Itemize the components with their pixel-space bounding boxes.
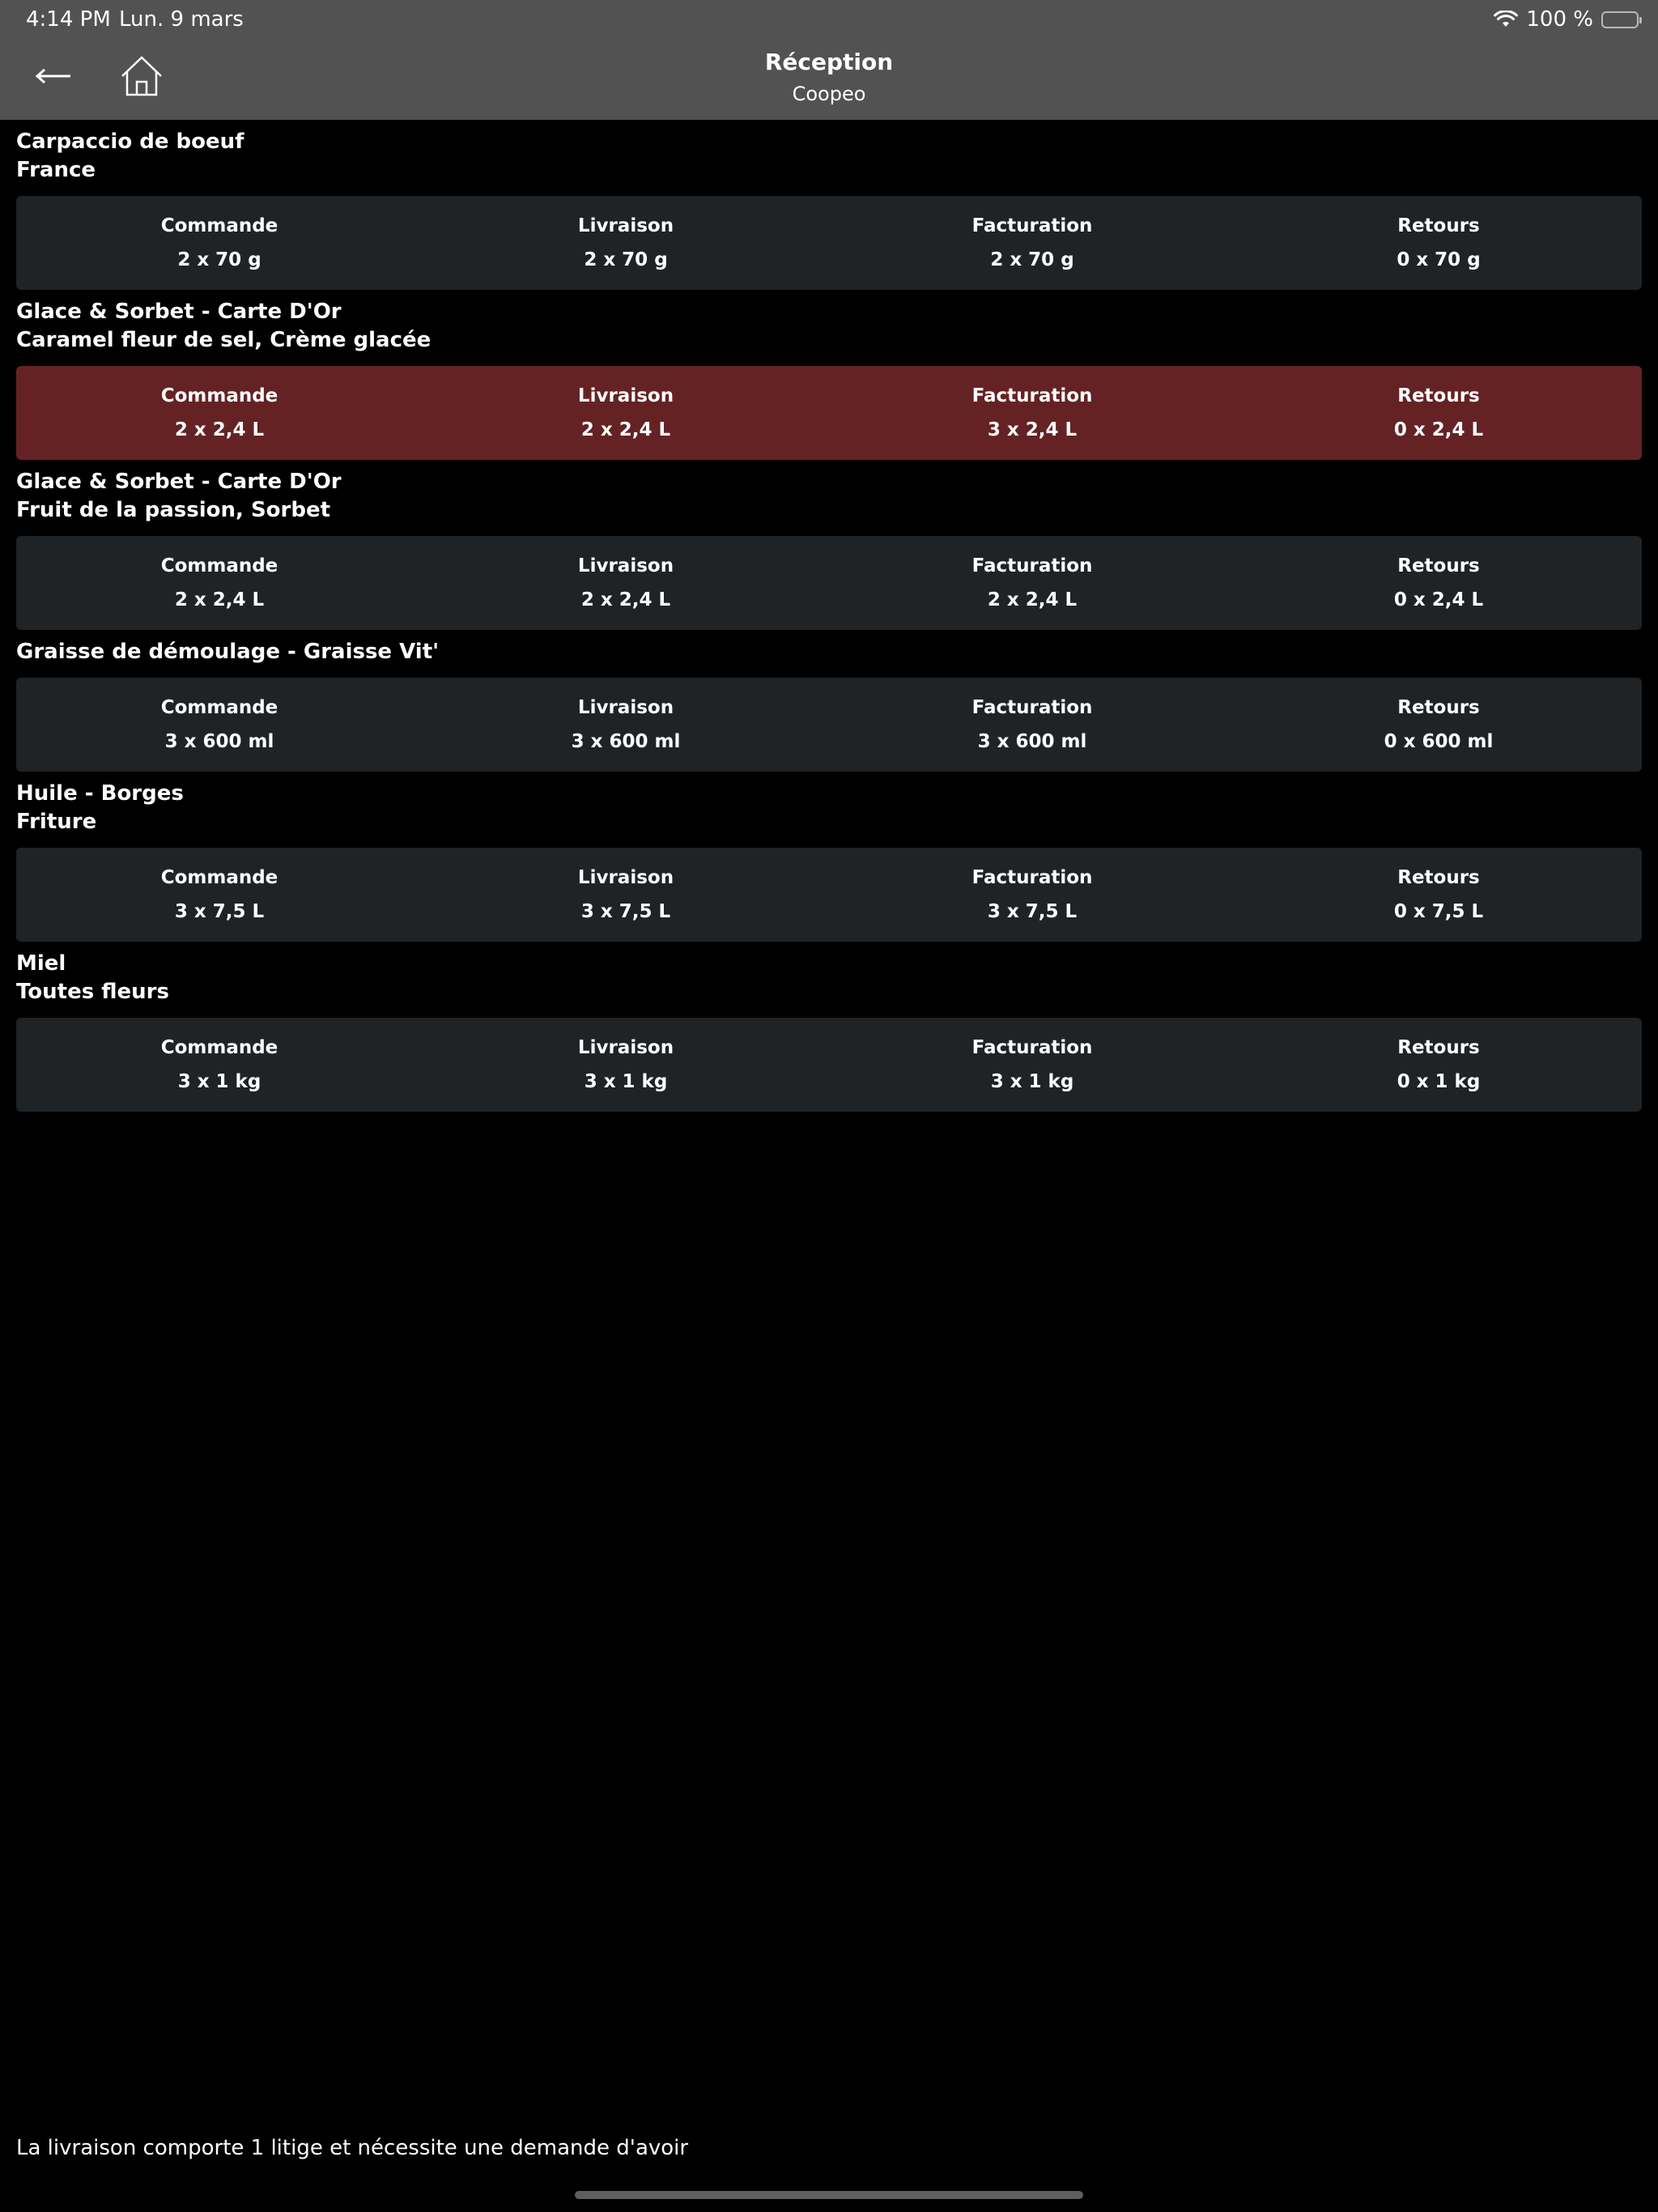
quantity-card[interactable]: [16, 196, 1642, 290]
quantity-value: 0 x 2,4 L: [1393, 589, 1484, 610]
quantity-column-order: [16, 366, 423, 460]
quantity-value: 2 x 70 g: [584, 249, 668, 270]
quantity-column-returns: [1235, 1018, 1642, 1112]
quantity-label: Commande: [160, 385, 278, 406]
quantity-label: Retours: [1397, 215, 1480, 236]
product-variant: Toutes fleurs: [16, 980, 169, 1004]
product-name: Graisse de démoulage - Graisse Vit': [16, 640, 440, 664]
quantity-value: 3 x 7,5 L: [174, 901, 265, 922]
product-item: [16, 468, 1642, 630]
quantity-card[interactable]: [16, 678, 1642, 772]
quantity-column-delivery: [423, 366, 829, 460]
home-indicator: [575, 2191, 1083, 2199]
product-item: [16, 298, 1642, 460]
quantity-value: 2 x 2,4 L: [174, 589, 265, 610]
quantity-column-invoice: [829, 536, 1235, 630]
quantity-label: Retours: [1397, 697, 1480, 718]
quantity-label: Commande: [160, 555, 278, 576]
quantity-column-returns: [1235, 536, 1642, 630]
quantity-label: Livraison: [577, 697, 674, 718]
product-item: [16, 128, 1642, 290]
status-time: 4:14 PM: [26, 7, 111, 32]
quantity-column-returns: [1235, 678, 1642, 772]
quantity-card[interactable]: [16, 536, 1642, 630]
quantity-value: 3 x 600 ml: [571, 731, 681, 752]
quantity-value: 3 x 1 kg: [584, 1071, 668, 1092]
quantity-value: 3 x 2,4 L: [987, 419, 1078, 440]
quantity-label: Facturation: [971, 215, 1093, 236]
quantity-label: Livraison: [577, 385, 674, 406]
product-name: Huile - Borges: [16, 781, 184, 806]
status-date: Lun. 9 mars: [119, 7, 244, 32]
quantity-column-invoice: [829, 848, 1235, 942]
quantity-value: 2 x 70 g: [990, 249, 1074, 270]
product-variant: Caramel fleur de sel, Crème glacée: [16, 328, 432, 352]
quantity-column-delivery: [423, 678, 829, 772]
quantity-value: 2 x 2,4 L: [174, 419, 265, 440]
quantity-column-delivery: [423, 1018, 829, 1112]
quantity-value: 2 x 70 g: [177, 249, 261, 270]
quantity-column-order: [16, 678, 423, 772]
quantity-column-order: [16, 536, 423, 630]
quantity-label: Commande: [160, 867, 278, 888]
quantity-label: Retours: [1397, 555, 1480, 576]
quantity-column-returns: [1235, 848, 1642, 942]
quantity-column-invoice: [829, 678, 1235, 772]
status-indicators: [1494, 6, 1639, 32]
product-item: [16, 638, 1642, 772]
quantity-column-order: [16, 196, 423, 290]
quantity-column-order: [16, 848, 423, 942]
quantity-label: Retours: [1397, 385, 1480, 406]
page-subtitle: Coopeo: [792, 83, 866, 105]
quantity-label: Facturation: [971, 867, 1093, 888]
quantity-label: Facturation: [971, 555, 1093, 576]
quantity-column-delivery: [423, 196, 829, 290]
quantity-column-returns: [1235, 366, 1642, 460]
product-name: Miel: [16, 951, 66, 976]
quantity-value: 0 x 2,4 L: [1393, 419, 1484, 440]
wifi-icon: [1494, 11, 1518, 28]
quantity-card-dispute[interactable]: [16, 366, 1642, 460]
quantity-card[interactable]: [16, 848, 1642, 942]
quantity-column-delivery: [423, 536, 829, 630]
quantity-label: Facturation: [971, 385, 1093, 406]
quantity-card[interactable]: [16, 1018, 1642, 1112]
quantity-column-invoice: [829, 196, 1235, 290]
product-list: [16, 120, 1642, 1118]
quantity-label: Commande: [160, 1037, 278, 1058]
quantity-label: Commande: [160, 215, 278, 236]
quantity-value: 0 x 600 ml: [1384, 731, 1494, 752]
product-item: [16, 780, 1642, 942]
quantity-column-delivery: [423, 848, 829, 942]
quantity-value: 3 x 600 ml: [977, 731, 1087, 752]
battery-icon: [1601, 11, 1639, 28]
quantity-column-invoice: [829, 366, 1235, 460]
quantity-value: 3 x 7,5 L: [987, 901, 1078, 922]
quantity-label: Retours: [1397, 867, 1480, 888]
product-item: [16, 950, 1642, 1112]
quantity-label: Facturation: [971, 1037, 1093, 1058]
dispute-message: La livraison comporte 1 litige et nécessite une demande d'avoir: [16, 2136, 689, 2160]
quantity-label: Livraison: [577, 555, 674, 576]
quantity-value: 2 x 2,4 L: [580, 419, 671, 440]
quantity-value: 2 x 2,4 L: [987, 589, 1078, 610]
product-name: Glace & Sorbet - Carte D'Or: [16, 470, 342, 494]
quantity-value: 0 x 1 kg: [1397, 1071, 1481, 1092]
product-variant: Friture: [16, 810, 97, 834]
quantity-label: Livraison: [577, 215, 674, 236]
quantity-value: 3 x 600 ml: [164, 731, 274, 752]
quantity-value: 3 x 7,5 L: [580, 901, 671, 922]
quantity-label: Livraison: [577, 1037, 674, 1058]
product-variant: Fruit de la passion, Sorbet: [16, 498, 331, 522]
product-name: Carpaccio de boeuf: [16, 130, 244, 154]
quantity-value: 0 x 7,5 L: [1393, 901, 1484, 922]
quantity-value: 0 x 70 g: [1397, 249, 1481, 270]
quantity-column-returns: [1235, 196, 1642, 290]
navigation-bar: [0, 0, 1658, 120]
quantity-value: 3 x 1 kg: [990, 1071, 1074, 1092]
quantity-column-order: [16, 1018, 423, 1112]
quantity-value: 3 x 1 kg: [177, 1071, 261, 1092]
quantity-column-invoice: [829, 1018, 1235, 1112]
quantity-label: Livraison: [577, 867, 674, 888]
quantity-label: Retours: [1397, 1037, 1480, 1058]
battery-percentage: 100 %: [1526, 7, 1593, 32]
quantity-label: Commande: [160, 697, 278, 718]
quantity-value: 2 x 2,4 L: [580, 589, 671, 610]
quantity-label: Facturation: [971, 697, 1093, 718]
page-title: Réception: [764, 49, 894, 75]
product-variant: France: [16, 158, 96, 182]
product-name: Glace & Sorbet - Carte D'Or: [16, 300, 342, 324]
